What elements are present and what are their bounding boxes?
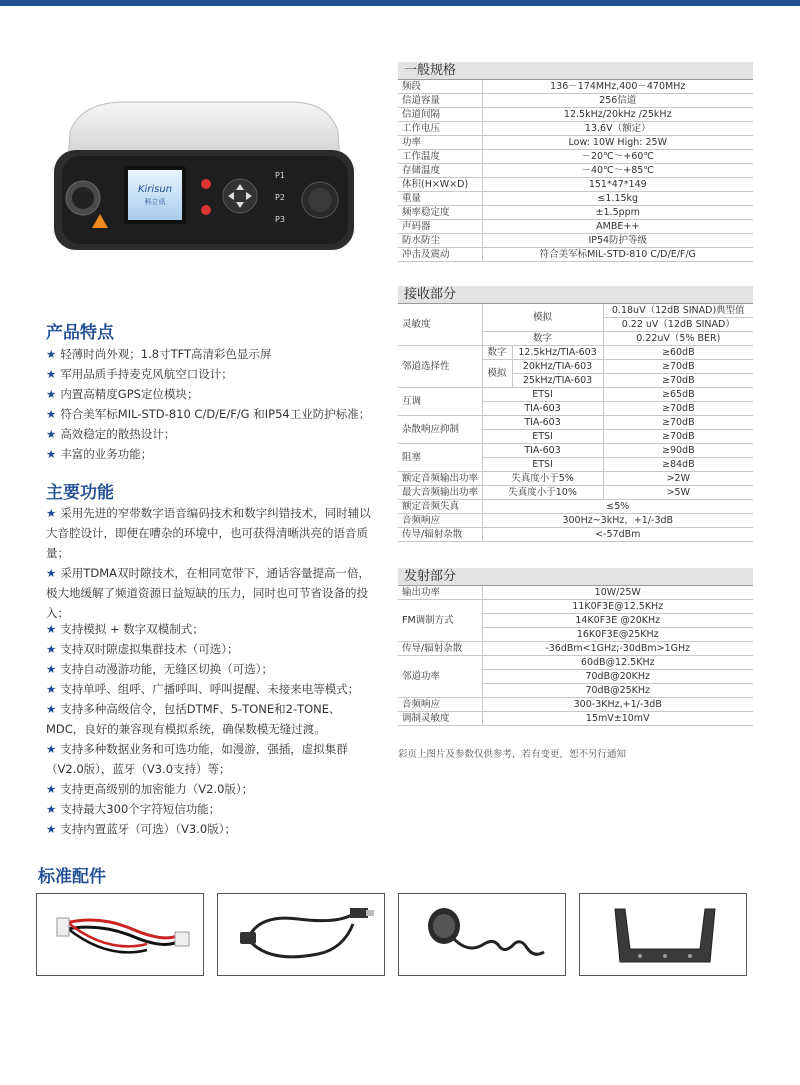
spec-key: 互调 (398, 388, 482, 416)
feature-item: ★ 丰富的业务功能； (46, 447, 153, 461)
spec-key: 频率稳定度 (398, 206, 482, 220)
table-row (398, 206, 753, 220)
function-item: ★ 支持自动漫游功能，无缝区切换（可选）； (46, 662, 274, 676)
function-item: ★ 支持模拟 + 数字双模制式； (46, 622, 204, 636)
key-p3: P3 (275, 215, 285, 224)
spec-value: 16K0F3E@25KHz (482, 628, 753, 642)
function-item: ★ 支持单呼、组呼、广播呼叫、呼叫提醒、未接来电等模式； (46, 682, 360, 696)
table-row (398, 486, 753, 500)
spec-value: ≥90dB (603, 444, 753, 458)
feature-item: ★ 符合美军标MIL-STD-810 C/D/E/F/G 和IP54工业防护标准； (46, 407, 371, 421)
table-row (398, 586, 753, 600)
spec-key: 声码器 (398, 220, 482, 234)
spec-value: Low: 10W High: 25W (482, 136, 753, 150)
table-row (398, 642, 753, 656)
spec-key: 调制灵敏度 (398, 712, 482, 726)
spec-key: FM调制方式 (398, 600, 482, 642)
spec-key: 灵敏度 (398, 304, 482, 346)
function-item: ★ 支持内置蓝牙（可选）（V3.0版）； (46, 822, 236, 836)
table-row (398, 108, 753, 122)
spec-sub: 失真度小于10% (482, 486, 603, 500)
table-row (398, 136, 753, 150)
table-row (398, 528, 753, 542)
spec-value: 12.5kHz/20kHz /25kHz (482, 108, 753, 122)
spec-value: ±1.5ppm (482, 206, 753, 220)
spec-value: 300Hz~3kHz，+1/-3dB (482, 514, 753, 528)
spec-value: ≤5% (482, 500, 753, 514)
table-row (398, 444, 753, 458)
features-title: 产品特点 (46, 323, 114, 343)
spec-value: 70dB@25KHz (482, 684, 753, 698)
spec-value: 14K0F3E @20KHz (482, 614, 753, 628)
spec-sub: 失真度小于5% (482, 472, 603, 486)
table-row (398, 192, 753, 206)
function-item: ★ 采用TDMA双时隙技术，在相同宽带下，通话容量提高一倍，极大地缓解了频道资源日益短缺的压力，同时也可节省设备的投入； (46, 566, 370, 620)
spec-value: 0.22uV（5% BER) (603, 332, 753, 346)
spec-key: 存储温度 (398, 164, 482, 178)
table-row (398, 388, 753, 402)
spec-value: －20℃～+60℃ (482, 150, 753, 164)
spec-sub: 数字 (482, 346, 512, 360)
spec-value: <-57dBm (482, 528, 753, 542)
transmit-spec-title: 发射部分 (398, 568, 753, 586)
spec-key: 频段 (398, 80, 482, 94)
feature-item: ★ 内置高精度GPS定位模块； (46, 387, 199, 401)
spec-value: IP54防护等级 (482, 234, 753, 248)
top-accent-bar (0, 0, 800, 6)
spec-key: 额定音频输出功率 (398, 472, 482, 486)
spec-key: 信道容量 (398, 94, 482, 108)
spec-value: 0.18uV（12dB SINAD)典型值 (603, 304, 753, 318)
spec-sub: ETSI (482, 458, 603, 472)
spec-value: 15mV±10mV (482, 712, 753, 726)
radio-device-image (40, 92, 360, 272)
spec-value: －40℃～+85℃ (482, 164, 753, 178)
spec-value: AMBE++ (482, 220, 753, 234)
spec-value: >5W (603, 486, 753, 500)
spec-sub: 模拟 (482, 304, 603, 332)
disclaimer-note: 彩页上图片及参数仅供参考，若有变更，恕不另行通知 (398, 749, 627, 760)
table-row (398, 472, 753, 486)
spec-value: ≥70dB (603, 416, 753, 430)
spec-value: -36dBm<1GHz;-30dBm>1GHz (482, 642, 753, 656)
spec-key: 传导/辐射杂散 (398, 528, 482, 542)
accessories-title: 标准配件 (38, 867, 106, 887)
spec-key: 冲击及震动 (398, 248, 482, 262)
table-row (398, 164, 753, 178)
table-row (398, 122, 753, 136)
function-item: ★ 采用先进的窄带数字语音编码技术和数字纠错技术，同时辅以大音腔设计，即便在嘈杂的环境中，也可获得清晰洪亮的语音质量； (46, 506, 371, 560)
function-item: ★ 支持最大300个字符短信功能； (46, 802, 221, 816)
spec-sub: ETSI (482, 388, 603, 402)
table-row (398, 94, 753, 108)
power-cable-image (36, 893, 204, 976)
table-row (398, 80, 753, 94)
spec-key: 工作温度 (398, 150, 482, 164)
spec-value: 10W/25W (482, 586, 753, 600)
spec-value: ≥60dB (603, 346, 753, 360)
microphone-image (398, 893, 566, 976)
spec-value: 136－174MHz,400－470MHz (482, 80, 753, 94)
spec-key: 工作电压 (398, 122, 482, 136)
brand-logo-cn: 科立讯 (144, 198, 166, 206)
table-row (398, 178, 753, 192)
table-row (398, 656, 753, 670)
spec-sub: TIA-603 (482, 416, 603, 430)
table-row (398, 150, 753, 164)
spec-sub: TIA-603 (482, 444, 603, 458)
key-p1: P1 (275, 171, 285, 180)
table-row (398, 698, 753, 712)
spec-sub: TIA-603 (482, 402, 603, 416)
table-row (398, 220, 753, 234)
table-row (398, 514, 753, 528)
spec-value: 0.22 uV（12dB SINAD） (603, 318, 753, 332)
function-item: ★ 支持多种数据业务和可选功能，如漫游，强插，虚拟集群（V2.0版），蓝牙（V3.0支持）等； (46, 742, 348, 776)
spec-value: >2W (603, 472, 753, 486)
spec-sub: 模拟 (482, 360, 512, 388)
spec-key: 最大音频输出功率 (398, 486, 482, 500)
table-row (398, 600, 753, 614)
spec-value: 300-3KHz,+1/-3dB (482, 698, 753, 712)
spec-key: 邻道功率 (398, 656, 482, 698)
spec-key: 信道间隔 (398, 108, 482, 122)
general-spec-title: 一般规格 (398, 62, 753, 80)
general-spec-table (398, 80, 753, 262)
spec-sub: 25kHz/TIA-603 (512, 374, 603, 388)
function-item: ★ 支持多种高级信令，包括DTMF、5-TONE和2-TONE、MDC，良好的兼容现有模拟系统，确保数模无缝过渡。 (46, 702, 341, 736)
spec-value: 256信道 (482, 94, 753, 108)
brand-logo: Kirisun (137, 184, 173, 195)
spec-key: 输出功率 (398, 586, 482, 600)
feature-item: ★ 军用品质手持麦克风航空口设计； (46, 367, 233, 381)
spec-value: ≥70dB (603, 360, 753, 374)
spec-value: 70dB@20KHz (482, 670, 753, 684)
transmit-spec-table (398, 586, 753, 726)
function-item: ★ 支持更高级别的加密能力（V2.0版）； (46, 782, 254, 796)
spec-value: ≥70dB (603, 374, 753, 388)
spec-value: 符合美军标MIL-STD-810 C/D/E/F/G (482, 248, 753, 262)
spec-value: 151*47*149 (482, 178, 753, 192)
feature-item: ★ 轻薄时尚外观；1.8寸TFT高清彩色显示屏 (46, 347, 272, 361)
spec-key: 音频响应 (398, 698, 482, 712)
receive-spec-table (398, 304, 753, 542)
function-item: ★ 支持双时隙虚拟集群技术（可选）； (46, 642, 239, 656)
table-row (398, 248, 753, 262)
spec-key: 音频响应 (398, 514, 482, 528)
table-row (398, 500, 753, 514)
spec-key: 防水防尘 (398, 234, 482, 248)
receive-spec-title: 接收部分 (398, 286, 753, 304)
spec-key: 重量 (398, 192, 482, 206)
table-row (398, 712, 753, 726)
spec-sub: 12.5kHz/TIA-603 (512, 346, 603, 360)
spec-value: 60dB@12.5KHz (482, 656, 753, 670)
spec-key: 功率 (398, 136, 482, 150)
spec-value: 11K0F3E@12.5KHz (482, 600, 753, 614)
mounting-bracket-image (579, 893, 747, 976)
spec-key: 体积(H×W×D) (398, 178, 482, 192)
spec-value: ≥84dB (603, 458, 753, 472)
spec-key: 杂散响应抑制 (398, 416, 482, 444)
spec-value: ≥70dB (603, 402, 753, 416)
functions-title: 主要功能 (46, 483, 114, 503)
spec-sub: ETSI (482, 430, 603, 444)
spec-key: 额定音频失真 (398, 500, 482, 514)
spec-key: 阻塞 (398, 444, 482, 472)
feature-item: ★ 高效稳定的散热设计； (46, 427, 176, 441)
spec-value: ≤1.15kg (482, 192, 753, 206)
table-row (398, 416, 753, 430)
spec-key: 传导/辐射杂散 (398, 642, 482, 656)
usb-cable-image (217, 893, 385, 976)
table-row (398, 234, 753, 248)
spec-sub: 20kHz/TIA-603 (512, 360, 603, 374)
spec-value: 13.6V（额定） (482, 122, 753, 136)
spec-value: ≥65dB (603, 388, 753, 402)
spec-value: ≥70dB (603, 430, 753, 444)
table-row (398, 346, 753, 360)
key-p2: P2 (275, 193, 285, 202)
table-row (398, 304, 753, 318)
spec-sub: 数字 (482, 332, 603, 346)
spec-key: 邻道选择性 (398, 346, 482, 388)
